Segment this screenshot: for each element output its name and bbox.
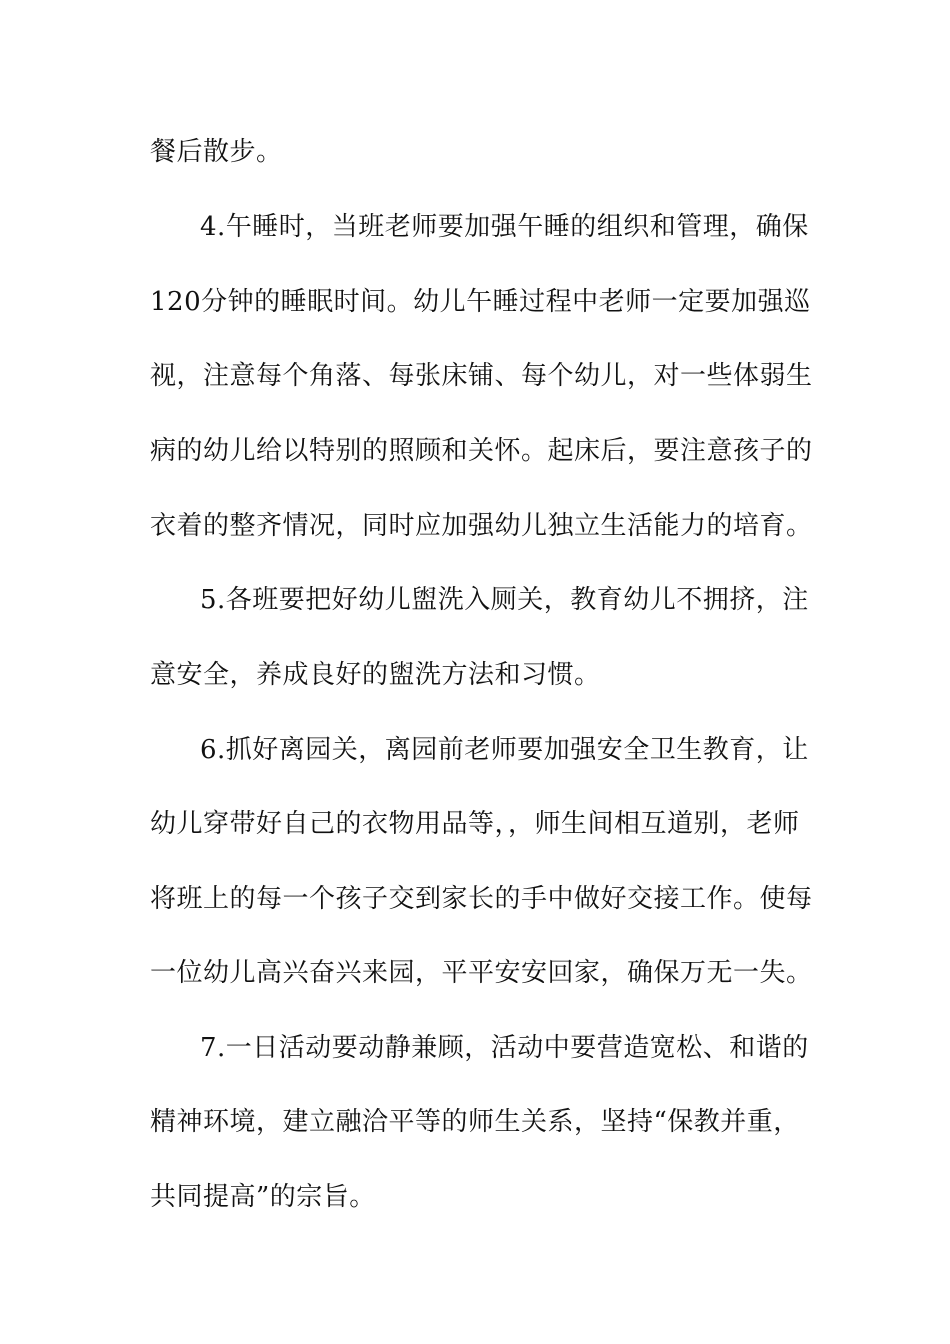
text-line: 共同提高”的宗旨。 (150, 1182, 376, 1212)
text-line: 一位幼儿高兴奋兴来园，平平安安回家，确保万无一失。 (150, 958, 813, 988)
text-line-item-4: 4.午睡时，当班老师要加强午睡的组织和管理，确保 (200, 212, 809, 242)
text-line: 病的幼儿给以特别的照顾和关怀。起床后，要注意孩子的 (150, 436, 813, 466)
text-line: 视，注意每个角落、每张床铺、每个幼儿，对一些体弱生 (150, 361, 813, 391)
text-line: 衣着的整齐情况，同时应加强幼儿独立生活能力的培育。 (150, 511, 813, 541)
text-line-item-7: 7.一日活动要动静兼顾，活动中要营造宽松、和谐的 (200, 1033, 809, 1063)
text-line: 意安全，养成良好的盥洗方法和习惯。 (150, 660, 601, 690)
text-line: 120分钟的睡眠时间。幼儿午睡过程中老师一定要加强巡 (150, 287, 811, 317)
text-line-item-6: 6.抓好离园关，离园前老师要加强安全卫生教育，让 (200, 735, 809, 765)
text-line: 精神环境，建立融洽平等的师生关系，坚持“保教并重， (150, 1107, 800, 1137)
text-line: 将班上的每一个孩子交到家长的手中做好交接工作。使每 (150, 884, 813, 914)
text-line: 餐后散步。 (150, 137, 283, 167)
text-line-item-5: 5.各班要把好幼儿盥洗入厕关，教育幼儿不拥挤，注 (200, 585, 809, 615)
text-line: 幼儿穿带好自己的衣物用品等，，师生间相互道别，老师 (150, 809, 800, 839)
